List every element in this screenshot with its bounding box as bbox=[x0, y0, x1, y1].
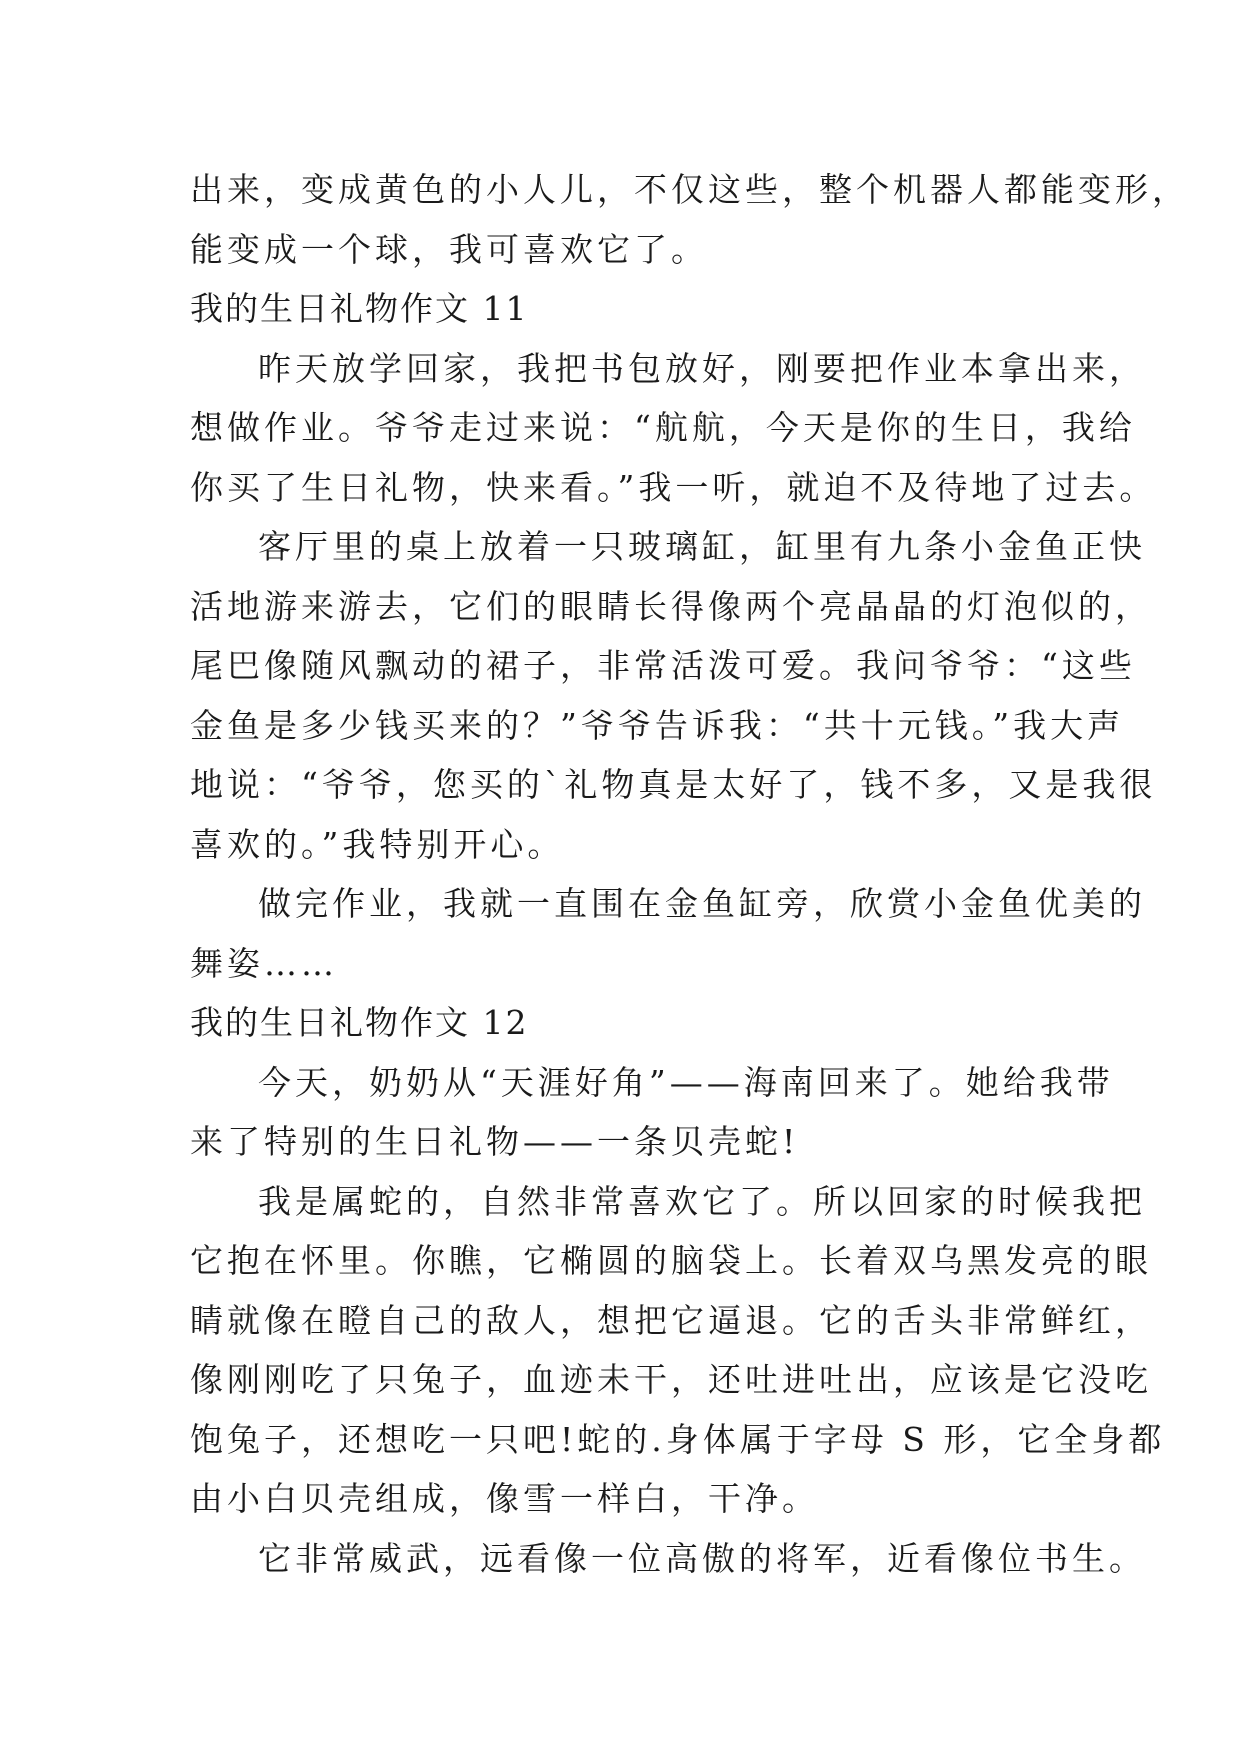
body-line: 舞姿…… bbox=[190, 943, 338, 983]
body-line: 饱兔子，还想吃一只吧!蛇的.身体属于字母 S 形，它全身都 bbox=[190, 1419, 1166, 1459]
section-heading: 我的生日礼物作文 12 bbox=[190, 1003, 529, 1042]
body-line: 出来，变成黄色的小人儿，不仅这些，整个机器人都能变形， bbox=[190, 170, 1189, 209]
body-line: 尾巴像随风飘动的裙子，非常活泼可爱。我问爷爷：“这些 bbox=[190, 646, 1136, 685]
body-line: 地说：“爷爷，您买的`礼物真是太好了，钱不多，又是我很 bbox=[190, 765, 1157, 804]
body-line: 像刚刚吃了只兔子，血迹未干，还吐进吐出，应该是它没吃 bbox=[190, 1360, 1152, 1399]
body-line: 想做作业。爷爷走过来说：“航航，今天是你的生日，我给 bbox=[190, 408, 1136, 447]
body-line: 睛就像在瞪自己的敌人，想把它逼退。它的舌头非常鲜红， bbox=[190, 1300, 1152, 1340]
body-line: 由小白贝壳组成，像雪一样白，干净。 bbox=[190, 1479, 819, 1518]
paragraph-first-line: 我是属蛇的，自然非常喜欢它了。所以回家的时候我把 bbox=[258, 1181, 1146, 1221]
body-line: 你买了生日礼物，快来看。”我一听，就迫不及待地了过去。 bbox=[190, 467, 1157, 507]
section-heading: 我的生日礼物作文 11 bbox=[190, 289, 529, 328]
document-body bbox=[190, 160, 1189, 1588]
body-line: 金鱼是多少钱买来的？”爷爷告诉我：“共十元钱。”我大声 bbox=[190, 705, 1125, 745]
paragraph-first-line: 今天，奶奶从“天涯好角”——海南回来了。她给我带 bbox=[258, 1062, 1114, 1102]
body-line: 它抱在怀里。你瞧，它椭圆的脑袋上。长着双乌黑发亮的眼 bbox=[190, 1241, 1152, 1280]
paragraph-first-line: 它非常威武，远看像一位高傲的将军，近看像位书生。 bbox=[258, 1538, 1146, 1578]
paragraph-first-line: 客厅里的桌上放着一只玻璃缸，缸里有九条小金鱼正快 bbox=[258, 527, 1146, 566]
paragraph-first-line: 昨天放学回家，我把书包放好，刚要把作业本拿出来， bbox=[258, 348, 1146, 388]
body-line: 活地游来游去，它们的眼睛长得像两个亮晶晶的灯泡似的， bbox=[190, 586, 1152, 626]
body-line: 喜欢的。”我特别开心。 bbox=[190, 824, 565, 864]
body-line: 来了特别的生日礼物——一条贝壳蛇! bbox=[190, 1122, 800, 1161]
paragraph-first-line: 做完作业，我就一直围在金鱼缸旁，欣赏小金鱼优美的 bbox=[258, 884, 1146, 923]
body-line: 能变成一个球，我可喜欢它了。 bbox=[190, 229, 708, 269]
